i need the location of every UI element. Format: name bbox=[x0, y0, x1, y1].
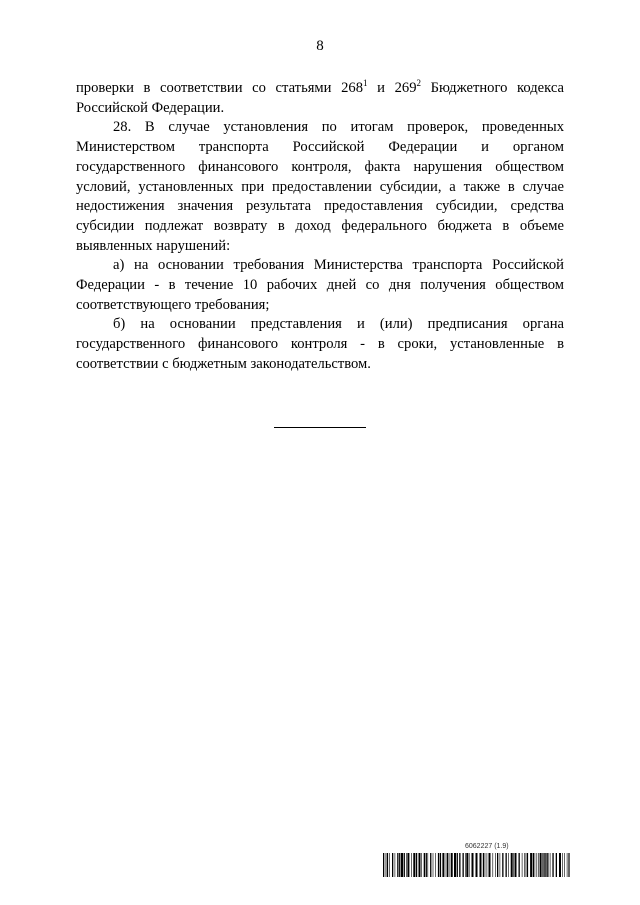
barcode-bar bbox=[559, 853, 561, 877]
barcode-bar bbox=[500, 853, 501, 877]
barcode-bar bbox=[564, 853, 565, 877]
page-number: 8 bbox=[316, 38, 324, 54]
barcode-bar bbox=[459, 853, 460, 877]
barcode-bar bbox=[449, 853, 450, 877]
paragraph-continuation bbox=[76, 79, 564, 118]
barcode-bar bbox=[547, 853, 548, 877]
barcode-bar bbox=[483, 853, 484, 877]
barcode-bar bbox=[511, 853, 513, 877]
barcode-bar bbox=[522, 853, 523, 877]
barcode-bar bbox=[524, 853, 525, 877]
barcode-bar bbox=[535, 853, 536, 877]
barcode-bar bbox=[413, 853, 415, 877]
document-body bbox=[76, 79, 564, 375]
barcode-bar bbox=[383, 853, 384, 877]
barcode-bar bbox=[416, 853, 417, 877]
barcode-bar bbox=[463, 853, 464, 877]
barcode-bar bbox=[537, 853, 538, 877]
barcode-bar bbox=[411, 853, 412, 877]
barcode-bar bbox=[472, 853, 474, 877]
barcode-bar bbox=[407, 853, 409, 877]
barcode-bar bbox=[395, 853, 396, 877]
barcode-bar bbox=[497, 853, 498, 877]
barcode-bar bbox=[543, 853, 544, 877]
barcode-bar bbox=[569, 853, 570, 877]
paragraph-text: и 269 bbox=[367, 80, 417, 96]
barcode-bar bbox=[556, 853, 557, 877]
barcode-bar bbox=[469, 853, 470, 877]
barcode-bar bbox=[386, 853, 387, 877]
barcode-bar bbox=[421, 853, 422, 877]
barcode-bar bbox=[406, 853, 407, 877]
barcode-bar bbox=[530, 853, 532, 877]
paragraph-28: 28. В случае установления по итогам проверок, проведенных Министерством транспорта Российской Федерации и органом государственного финансового контроля, факта нарушения обществом условий, установленных при предоставлении субсидии, а также в случае недостижения значения результата предоставления субсидии, средства субсидии подлежат возврату в доход федерального бюджета в объеме выявленных нарушений: bbox=[76, 119, 564, 254]
barcode-bar bbox=[562, 853, 563, 877]
paragraph-text: проверки в соответствии со статьями 268 bbox=[76, 80, 364, 96]
barcode-bar bbox=[404, 853, 405, 877]
paragraph-text: Бюджетного кодекса Российской Федерации. bbox=[76, 80, 564, 116]
barcode-bar bbox=[506, 853, 507, 877]
paragraph-item-a: а) на основании требования Министерства транспорта Российской Федерации - в течение 10 рабочих дней со дня получения обществом соответствующего требования; bbox=[76, 257, 564, 313]
barcode-bar bbox=[493, 853, 494, 877]
barcode-bar bbox=[419, 853, 421, 877]
paragraph-item-b: б) на основании представления и (или) предписания органа государственного финансового контроля - в сроки, установленные в соответствии с бюджетным законодательством. bbox=[76, 316, 564, 372]
barcode-bar bbox=[466, 853, 468, 877]
barcode-bar bbox=[435, 853, 436, 877]
barcode-bar bbox=[438, 853, 439, 877]
barcode-bar bbox=[446, 853, 447, 877]
barcode-bar bbox=[392, 853, 393, 877]
barcode-bar bbox=[545, 853, 546, 877]
barcode-bar bbox=[542, 853, 543, 877]
barcode-bar bbox=[568, 853, 569, 877]
barcode-bar bbox=[502, 853, 503, 877]
barcode-bar bbox=[508, 853, 509, 877]
barcode-bar bbox=[430, 853, 431, 877]
barcode-bar bbox=[489, 853, 491, 877]
barcode-bar bbox=[476, 853, 478, 877]
barcode-bar bbox=[399, 853, 400, 877]
barcode-bar bbox=[387, 853, 388, 877]
barcode-bar bbox=[515, 853, 517, 877]
barcode-bar bbox=[540, 853, 542, 877]
barcode-bar bbox=[527, 853, 528, 877]
barcode-bar bbox=[457, 853, 458, 877]
end-rule bbox=[274, 427, 366, 428]
barcode-bar bbox=[487, 853, 488, 877]
barcode-bar bbox=[389, 853, 390, 877]
barcode-bar bbox=[424, 853, 425, 877]
barcode-bar bbox=[465, 853, 466, 877]
barcode-bar bbox=[552, 853, 553, 877]
barcode-bar bbox=[447, 853, 448, 877]
barcode-bar bbox=[526, 853, 527, 877]
barcode-bar bbox=[442, 853, 444, 877]
barcode-bar bbox=[513, 853, 514, 877]
barcode-label: 6062227 (1.9) bbox=[465, 843, 509, 850]
barcode-bar bbox=[538, 853, 539, 877]
barcode-bar bbox=[426, 853, 427, 877]
barcode-bar bbox=[401, 853, 403, 877]
barcode-bar bbox=[485, 853, 486, 877]
barcode-image bbox=[383, 853, 570, 877]
barcode-bar bbox=[428, 853, 429, 877]
barcode-bar bbox=[480, 853, 482, 877]
barcode-bar bbox=[454, 853, 456, 877]
barcode-bar bbox=[567, 853, 568, 877]
barcode-bar bbox=[519, 853, 520, 877]
barcode-bar bbox=[550, 853, 551, 877]
superscript: 1 bbox=[363, 78, 368, 88]
barcode-bar bbox=[433, 853, 434, 877]
barcode-bar bbox=[451, 853, 453, 877]
superscript: 2 bbox=[416, 78, 421, 88]
barcode-bar bbox=[397, 853, 398, 877]
barcode-bar bbox=[440, 853, 441, 877]
barcode-bar bbox=[495, 853, 496, 877]
barcode-bar bbox=[533, 853, 534, 877]
